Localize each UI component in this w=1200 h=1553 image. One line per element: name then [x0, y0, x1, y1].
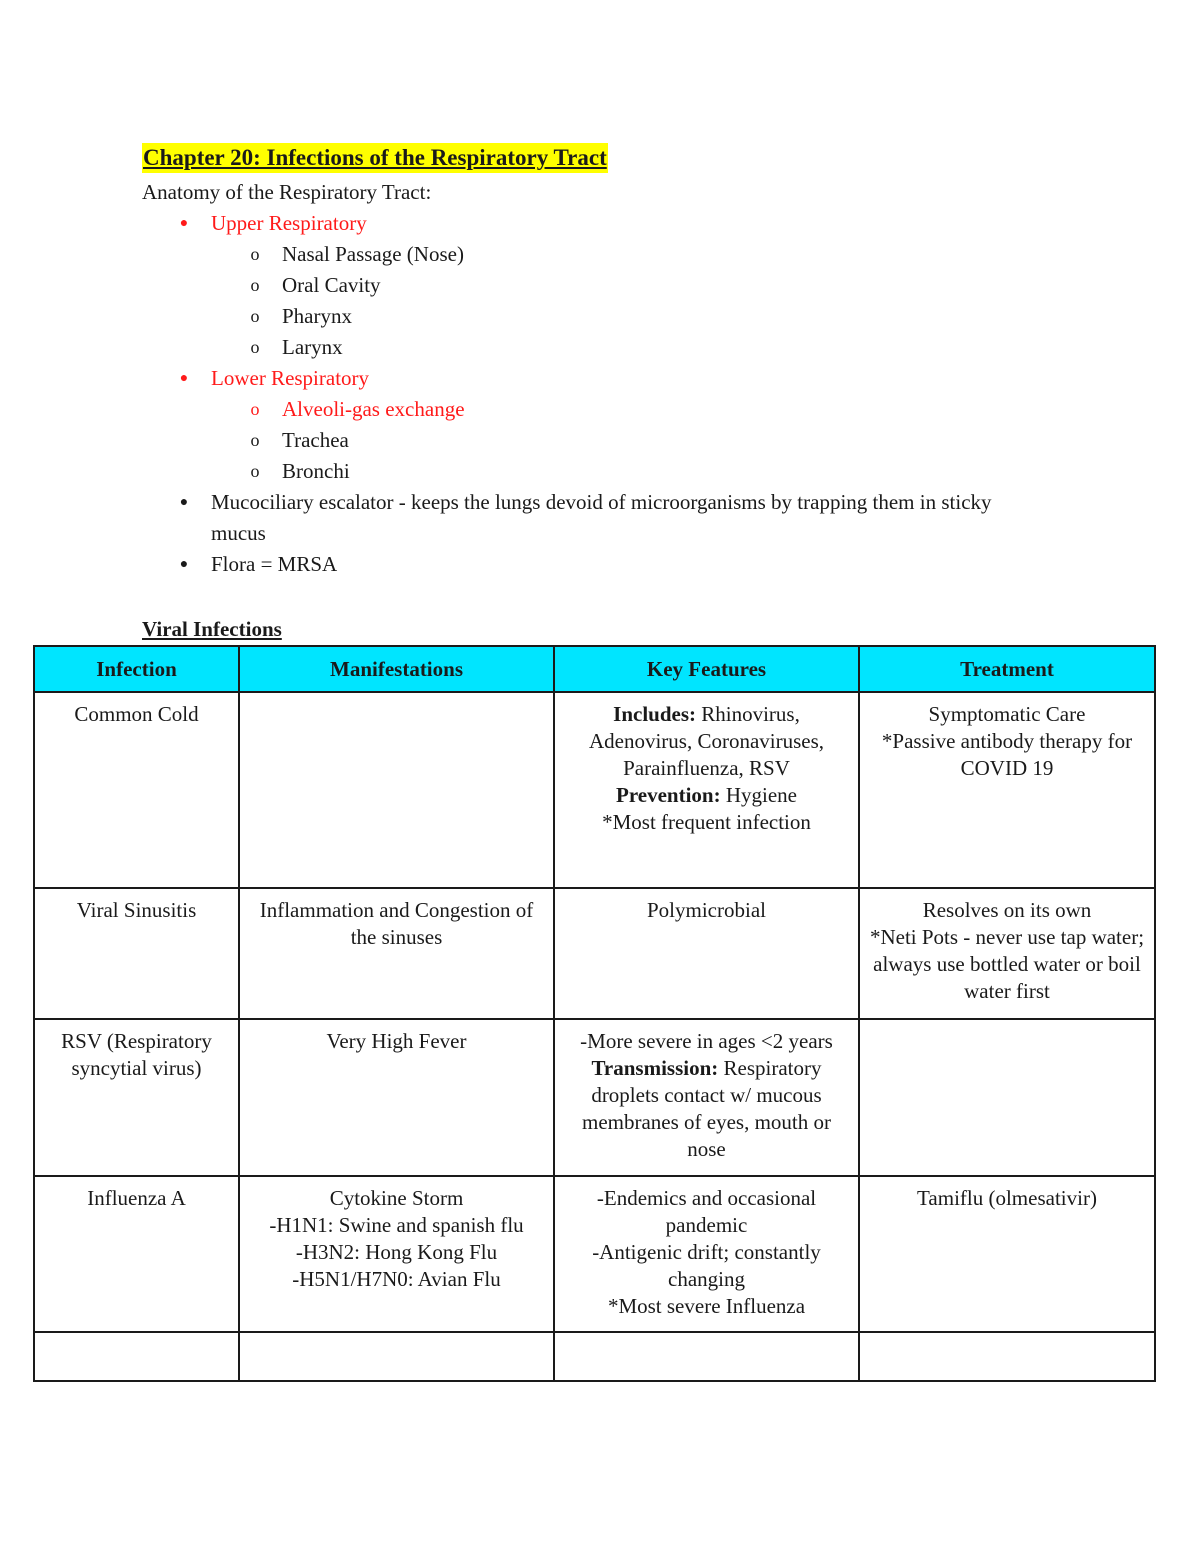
key-features-cell — [554, 692, 859, 888]
column-header: Treatment — [859, 646, 1155, 692]
manifestation-line: -H5N1/H7N0: Avian Flu — [292, 1267, 501, 1291]
empty-cell — [34, 1332, 239, 1381]
key-features-cell — [554, 1019, 859, 1176]
hollow-bullet-icon: o — [250, 461, 260, 481]
viral-infections-table — [33, 645, 1156, 1382]
hollow-bullet-icon: o — [250, 275, 260, 295]
infection-cell: Influenza A — [34, 1176, 239, 1332]
list-item-text: Larynx — [282, 335, 343, 359]
table-row — [34, 692, 1155, 888]
table-row — [34, 1019, 1155, 1176]
transmission-label: Transmission: — [591, 1056, 719, 1080]
mucociliary-text: Mucociliary escalator - keeps the lungs devoid of microorganisms by trapping them in sticky mucus — [211, 490, 992, 545]
includes-label: Includes: — [613, 702, 696, 726]
prevention-label: Prevention: — [616, 783, 721, 807]
includes-line — [563, 701, 850, 782]
table-row — [34, 1176, 1155, 1332]
hollow-bullet-icon: o — [250, 337, 260, 357]
list-item-text: Oral Cavity — [282, 273, 381, 297]
hollow-bullet-icon: o — [250, 399, 260, 419]
list-item — [0, 208, 1200, 239]
bullet-icon: ● — [179, 557, 189, 572]
hollow-bullet-icon: o — [250, 306, 260, 326]
column-header: Infection — [34, 646, 239, 692]
manifestation-line: -H1N1: Swine and spanish flu — [269, 1213, 524, 1237]
hollow-bullet-icon: o — [250, 430, 260, 450]
lower-respiratory-label: Lower Respiratory — [211, 366, 370, 390]
key-features-cell — [554, 1176, 859, 1332]
prevention-line — [563, 782, 850, 809]
empty-cell — [554, 1332, 859, 1381]
flora-text: Flora = MRSA — [211, 552, 338, 576]
treatment-cell — [859, 888, 1155, 1019]
table-row — [34, 888, 1155, 1019]
list-item — [0, 425, 1200, 456]
list-item — [0, 270, 1200, 301]
list-item — [0, 487, 1200, 549]
column-header: Key Features — [554, 646, 859, 692]
feature-note: *Most frequent infection — [602, 810, 811, 834]
manifestations-cell: Very High Fever — [239, 1019, 554, 1176]
viral-infections-heading: Viral Infections — [142, 617, 282, 641]
treatment-line: *Passive antibody therapy for COVID 19 — [881, 729, 1133, 780]
bullet-icon: ● — [179, 495, 189, 510]
list-item — [0, 456, 1200, 487]
list-item — [0, 301, 1200, 332]
list-item-text: Nasal Passage (Nose) — [282, 242, 464, 266]
list-item — [0, 394, 1200, 425]
feature-line: -Endemics and occasional pandemic — [596, 1186, 817, 1237]
upper-respiratory-label: Upper Respiratory — [211, 211, 367, 235]
list-item-text: Pharynx — [282, 304, 352, 328]
treatment-cell — [859, 692, 1155, 888]
transmission-text: Respiratory droplets contact w/ mucous membranes of eyes, mouth or nose — [581, 1056, 832, 1161]
column-header: Manifestations — [239, 646, 554, 692]
infection-cell: RSV (Respiratory syncytial virus) — [34, 1019, 239, 1176]
list-item — [0, 363, 1200, 394]
list-item-text: Alveoli-gas exchange — [282, 397, 465, 421]
list-item — [0, 549, 1200, 580]
anatomy-heading: Anatomy of the Respiratory Tract: — [142, 180, 432, 204]
treatment-line: Symptomatic Care — [928, 702, 1086, 726]
hollow-bullet-icon: o — [250, 244, 260, 264]
chapter-title: Chapter 20: Infections of the Respiratory Tract — [142, 143, 608, 173]
empty-cell — [859, 1332, 1155, 1381]
manifestation-line: -H3N2: Hong Kong Flu — [295, 1240, 498, 1264]
anatomy-outline — [0, 208, 1200, 580]
treatment-cell — [859, 1019, 1155, 1176]
prevention-text: Hygiene — [720, 783, 797, 807]
infection-cell: Common Cold — [34, 692, 239, 888]
manifestation-line: Cytokine Storm — [329, 1186, 464, 1210]
feature-line: *Most severe Influenza — [607, 1294, 806, 1318]
key-features-cell: Polymicrobial — [554, 888, 859, 1019]
list-item — [0, 332, 1200, 363]
includes-text: Rhinovirus, Adenovirus, Coronaviruses, Parainfluenza, RSV — [588, 702, 825, 780]
feature-line: -Antigenic drift; constantly changing — [592, 1240, 821, 1291]
table-row-empty — [34, 1332, 1155, 1381]
treatment-line: Resolves on its own — [922, 898, 1092, 922]
manifestations-cell — [239, 692, 554, 888]
treatment-line: *Neti Pots - never use tap water; always use bottled water or boil water first — [869, 925, 1145, 1003]
list-item — [0, 239, 1200, 270]
feature-line: -More severe in ages <2 years — [580, 1029, 833, 1053]
table-header-row — [34, 646, 1155, 692]
list-item-text: Bronchi — [282, 459, 350, 483]
manifestations-cell: Inflammation and Congestion of the sinuses — [239, 888, 554, 1019]
list-item-text: Trachea — [282, 428, 349, 452]
bullet-icon: ● — [179, 371, 189, 386]
bullet-icon: ● — [179, 216, 189, 231]
infection-cell: Viral Sinusitis — [34, 888, 239, 1019]
treatment-cell: Tamiflu (olmesativir) — [859, 1176, 1155, 1332]
transmission-line — [563, 1055, 850, 1163]
manifestations-cell — [239, 1176, 554, 1332]
empty-cell — [239, 1332, 554, 1381]
